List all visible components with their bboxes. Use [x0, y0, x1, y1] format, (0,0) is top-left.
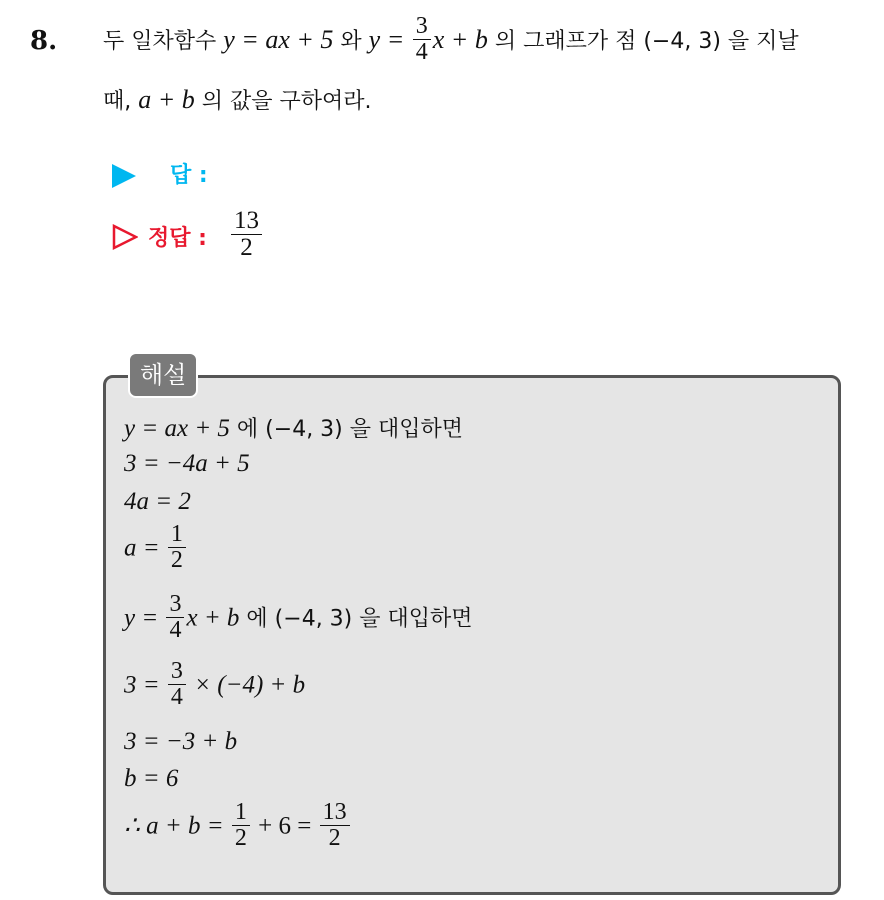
fraction-13-2: $\frac{13}{2}$	[320, 800, 350, 851]
question-text: 때,	[103, 89, 139, 114]
solution-line-8: b = 6	[124, 765, 179, 792]
correct-answer-label: 정답 :	[148, 226, 207, 252]
solution-text: 에 (−4, 3) 을 대입하면	[239, 606, 473, 632]
fraction-3-4: $\frac{3}{4}$	[413, 14, 431, 65]
question-text: 의 값을 구하여라.	[194, 89, 372, 114]
solution-tag: 해설	[128, 352, 198, 398]
solution-line-7: 3 = −3 + b	[124, 728, 238, 755]
fraction-1-2: $\frac{1}{2}$	[232, 800, 250, 851]
outline-arrow-icon	[112, 224, 138, 250]
equation-2-rhs: x + b	[432, 25, 488, 55]
solution-line-6: 3 = $\frac{3}{4}$ × (−4) + b	[124, 658, 306, 711]
solution-line-4: a = $\frac{1}{2}$	[124, 524, 188, 575]
solution-line-5: y = $\frac{3}{4}$ x + b 에 (−4, 3) 을 대입하면	[124, 591, 473, 644]
correct-answer-row	[112, 207, 264, 264]
equation-1: y = ax + 5	[223, 25, 334, 55]
fraction-3-4: $\frac{3}{4}$	[166, 592, 184, 643]
solution-line-1	[124, 412, 463, 443]
answer-label: 답 :	[170, 163, 208, 188]
equation-2-lhs: y =	[368, 25, 411, 55]
answer-row	[112, 158, 208, 189]
question-number: 8.	[30, 26, 58, 56]
question-text: 의 그래프가 점 (−4, 3) 을 지날	[487, 29, 799, 55]
solution-equation: y = ax + 5	[124, 415, 230, 442]
question-text: 두 일차함수	[103, 29, 224, 55]
fraction-3-4: $\frac{3}{4}$	[168, 659, 186, 710]
question-text: 와	[333, 29, 369, 55]
solution-line-2: 3 = −4a + 5	[124, 450, 250, 477]
fraction-1-2: $\frac{1}{2}$	[168, 522, 186, 573]
question-line-1	[103, 13, 799, 67]
solution-text: 에 (−4, 3) 을 대입하면	[229, 417, 464, 442]
solution-line-3: 4a = 2	[124, 488, 191, 515]
correct-answer-fraction: $\frac{13}{2}$	[231, 208, 262, 262]
solution-line-9: ∴ a + b = $\frac{1}{2}$ + 6 = $\frac{13}{2}$	[124, 802, 352, 853]
equation-a-plus-b: a + b	[138, 85, 195, 114]
question-line-2	[103, 84, 372, 115]
play-arrow-icon	[112, 164, 136, 188]
